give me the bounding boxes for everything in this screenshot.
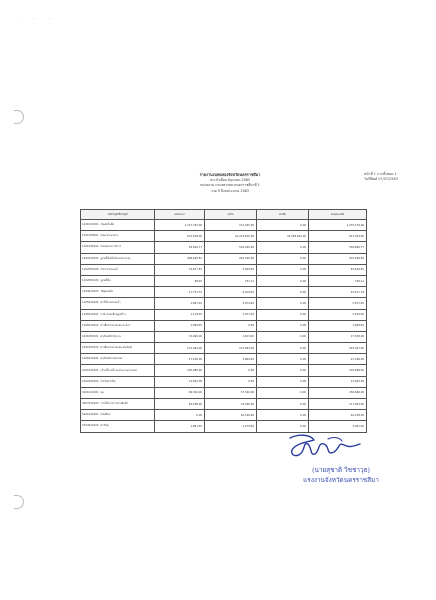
balance-cell: 799.11 xyxy=(309,275,367,286)
opening-cell: 68.00 xyxy=(155,275,205,286)
col-balance: ยอดคงเหลือ xyxy=(309,210,367,220)
balance-cell: 156,666.00 xyxy=(309,387,367,398)
account-name: เงินเดือน xyxy=(100,413,111,417)
account-cell xyxy=(81,275,155,286)
credit-cell: 0.00 xyxy=(257,287,309,298)
credit-cell: 0.00 xyxy=(257,387,309,398)
debit-cell: 0.00 xyxy=(205,376,257,387)
opening-cell: 17,438.00 xyxy=(155,354,205,365)
debit-cell: 0.00 xyxy=(205,365,257,376)
account-name: ทุน xyxy=(100,390,104,394)
debit-cell: 3,960.00 xyxy=(205,354,257,365)
table-row xyxy=(81,354,367,365)
col-debit: เดบิต xyxy=(205,210,257,220)
opening-cell: 99,326.00 xyxy=(155,387,205,398)
account-cell xyxy=(81,309,155,320)
balance-cell: 2,819.00 xyxy=(309,309,367,320)
table-row xyxy=(81,387,367,398)
opening-cell: 15,496.00 xyxy=(155,331,205,342)
account-cell xyxy=(81,410,155,421)
account-code: 1201050101 xyxy=(82,334,99,338)
credit-cell: 0.00 xyxy=(257,253,309,264)
account-name: ค่าวัสดุ xyxy=(100,424,109,428)
opening-cell: 79,677.81 xyxy=(155,264,205,275)
account-name: ลูกหนี้เงินยืมในงบประมาณ xyxy=(100,256,131,260)
credit-cell: 0.00 xyxy=(257,399,309,410)
table-body xyxy=(81,220,367,433)
account-name: อาคารและสิ่งปลูกสร้าง xyxy=(100,312,127,316)
account-code: 5104010104 xyxy=(82,424,99,428)
credit-cell: 41,558,904.00 xyxy=(257,231,309,242)
table-row xyxy=(81,275,367,286)
account-name: รายได้จากการขายสินค้า xyxy=(100,402,129,406)
credit-cell: 0.00 xyxy=(257,421,309,432)
debit-cell: 731.11 xyxy=(205,275,257,286)
opening-cell: 1,891.00 xyxy=(155,421,205,432)
debit-cell: 1,813.00 xyxy=(205,331,257,342)
account-code: 1106010101 xyxy=(82,312,99,316)
account-cell xyxy=(81,320,155,331)
account-name: เจ้าหนี้การค้า-หน่วยงานภายนอก xyxy=(100,368,137,372)
debit-cell: 0.00 xyxy=(205,320,257,331)
debit-cell: 530,020.00 xyxy=(205,242,257,253)
balance-cell: 17,309.00 xyxy=(309,331,367,342)
print-date: วันที่พิมพ์ 07/07/2563 xyxy=(364,177,398,182)
debit-cell: 3,949.00 xyxy=(205,264,257,275)
account-name: ลูกหนี้อื่น xyxy=(100,279,111,283)
balance-cell: 1,279,159.00 xyxy=(309,220,367,231)
account-name: วัสดุคงคลัง xyxy=(100,290,113,294)
table-row xyxy=(81,331,367,342)
debit-cell: 151,395.00 xyxy=(205,220,257,231)
account-code: 1101010101 xyxy=(82,223,99,227)
account-code: 3101010101 xyxy=(82,390,99,394)
account-cell xyxy=(81,287,155,298)
credit-cell: 0.00 xyxy=(257,298,309,309)
account-cell xyxy=(81,343,155,354)
account-cell xyxy=(81,331,155,342)
credit-cell: 0.00 xyxy=(257,309,309,320)
account-name: ค่าเสื่อมราคาสะสม-ครุภัณฑ์ xyxy=(100,346,133,350)
credit-cell: 0.00 xyxy=(257,365,309,376)
page-number: หน้าที่ 1 จากทั้งหมด 1 xyxy=(364,172,397,176)
opening-cell: 28,840.77 xyxy=(155,242,205,253)
account-cell xyxy=(81,242,155,253)
balance-cell: 64,538.00 xyxy=(309,410,367,421)
table-row xyxy=(81,399,367,410)
account-cell xyxy=(81,387,155,398)
opening-cell: 1,897.00 xyxy=(155,298,205,309)
account-name: เงินฝากธนาคาร xyxy=(100,234,119,238)
opening-cell: 0.00 xyxy=(155,410,205,421)
table-row xyxy=(81,343,367,354)
opening-cell: 83,298.00 xyxy=(155,399,205,410)
account-cell xyxy=(81,264,155,275)
balance-cell: 117,844.00 xyxy=(309,399,367,410)
account-name: เงินจ่ายล่วงหน้า xyxy=(100,267,119,271)
report-fiscal: งวด 9 ปีงบประมาณ 2563 xyxy=(211,188,249,193)
col-credit: เครดิต xyxy=(257,210,309,220)
account-name: ค่าเสื่อมราคาสะสม-อาคาร xyxy=(100,323,131,327)
table-row xyxy=(81,220,367,231)
col-opening: ยอดยกมา xyxy=(155,210,205,220)
balance-cell: 255,047.00 xyxy=(309,343,367,354)
account-name: เงินรับฝากอื่น xyxy=(100,379,116,383)
balance-cell: 637,464.00 xyxy=(309,231,367,242)
debit-cell: 2,470.00 xyxy=(205,421,257,432)
table-row xyxy=(81,376,367,387)
opening-cell: 14,002.00 xyxy=(155,376,205,387)
debit-cell: 64,538.00 xyxy=(205,410,257,421)
credit-cell: 0.00 xyxy=(257,376,309,387)
table-header-row xyxy=(81,210,367,220)
balance-cell: 5,871.00 xyxy=(309,298,367,309)
account-code: 1102010102 xyxy=(82,256,99,260)
debit-cell: 123,983.00 xyxy=(205,343,257,354)
account-code: 1101030102 xyxy=(82,245,99,249)
account-cell xyxy=(81,365,155,376)
signer-name: (นายสุชาติ วิชชาวุธ) xyxy=(311,466,371,474)
account-code: 1102050106 xyxy=(82,267,99,271)
table-row xyxy=(81,309,367,320)
account-code: 1102050124 xyxy=(82,279,99,283)
account-cell xyxy=(81,399,155,410)
account-name: เงินทดรองราชการ xyxy=(100,245,122,249)
debit-cell: 57,340.00 xyxy=(205,387,257,398)
account-cell xyxy=(81,253,155,264)
account-code: 1106010102 xyxy=(82,323,99,327)
signature-block xyxy=(286,465,396,485)
account-cell xyxy=(81,354,155,365)
balance-cell: 24,671.33 xyxy=(309,287,367,298)
balance-cell: 105,488.00 xyxy=(309,365,367,376)
account-code: 5101010101 xyxy=(82,413,99,417)
account-code: 4307010103 xyxy=(82,402,99,406)
opening-cell: 1,118.00 xyxy=(155,309,205,320)
account-code: 2102040102 xyxy=(82,379,99,383)
opening-cell: 131,064.00 xyxy=(155,343,205,354)
credit-cell: 0.00 xyxy=(257,242,309,253)
scan-specks: · · · xyxy=(18,16,56,22)
report-title: รายงานงบทดลองจังหวัดนครราชสีมา xyxy=(199,172,261,177)
account-cell xyxy=(81,298,155,309)
table-row xyxy=(81,253,367,264)
credit-cell: 0.00 xyxy=(257,331,309,342)
credit-cell: 0.00 xyxy=(257,275,309,286)
balance-cell: 14,002.00 xyxy=(309,376,367,387)
debit-cell: 41,223,810.00 xyxy=(205,231,257,242)
punch-hole-top xyxy=(14,110,24,124)
table-row xyxy=(81,242,367,253)
trial-balance-table xyxy=(80,209,367,433)
account-code: 2101010101 xyxy=(82,368,99,372)
opening-cell: 408,628.81 xyxy=(155,253,205,264)
credit-cell: 0.00 xyxy=(257,264,309,275)
debit-cell: 6,918.00 xyxy=(205,287,257,298)
account-cell xyxy=(81,220,155,231)
account-cell xyxy=(81,376,155,387)
balance-cell: 670,628.81 xyxy=(309,253,367,264)
credit-cell: 0.00 xyxy=(257,410,309,421)
account-code: 1201050102 xyxy=(82,346,99,350)
account-cell xyxy=(81,231,155,242)
signature-mark xyxy=(284,430,364,464)
credit-cell: 0.00 xyxy=(257,343,309,354)
table-row xyxy=(81,287,367,298)
balance-cell: 1,999.00 xyxy=(309,320,367,331)
account-code: 1105010105 xyxy=(82,301,99,305)
signer-title: แรงงานจังหวัดนครราชสีมา xyxy=(303,476,379,484)
table-row xyxy=(81,298,367,309)
balance-cell: 83,626.81 xyxy=(309,264,367,275)
account-name: เงินสดในมือ xyxy=(100,223,115,227)
report-meta xyxy=(364,172,398,182)
opening-cell: 972,558.00 xyxy=(155,231,205,242)
account-code: 1206010101 xyxy=(82,357,99,361)
credit-cell: 0.00 xyxy=(257,220,309,231)
account-code: 1101020501 xyxy=(82,234,99,238)
debit-cell: 1,701.00 xyxy=(205,309,257,320)
opening-cell: 17,753.33 xyxy=(155,287,205,298)
report-unit: หน่วยงาน แขวงทางหลวงนครราชสีมาที่ 1 xyxy=(200,183,260,188)
balance-cell: 558,860.77 xyxy=(309,242,367,253)
table-row xyxy=(81,410,367,421)
balance-cell: 4,361.00 xyxy=(309,421,367,432)
account-name: ครุภัณฑ์สำนักงาน xyxy=(100,334,121,338)
account-code: 1104010103 xyxy=(82,290,99,294)
table-row xyxy=(81,365,367,376)
debit-cell: 34,546.00 xyxy=(205,399,257,410)
table-row xyxy=(81,320,367,331)
account-name: ค่าใช้จ่ายล่วงหน้า xyxy=(100,301,121,305)
credit-cell: 0.00 xyxy=(257,354,309,365)
debit-cell: 3,974.00 xyxy=(205,298,257,309)
account-cell xyxy=(81,421,155,432)
balance-cell: 21,398.00 xyxy=(309,354,367,365)
credit-cell: 0.00 xyxy=(257,320,309,331)
debit-cell: 262,000.00 xyxy=(205,253,257,264)
report-period: ประจำเดือน มิถุนายน 2563 xyxy=(210,177,250,182)
table-row xyxy=(81,231,367,242)
report-header xyxy=(130,172,330,194)
opening-cell: 1,127,764.00 xyxy=(155,220,205,231)
account-name: ครุภัณฑ์ยานพาหนะ xyxy=(100,357,123,361)
opening-cell: 105,488.00 xyxy=(155,365,205,376)
punch-hole-bottom xyxy=(14,495,24,509)
table-row xyxy=(81,264,367,275)
opening-cell: 1,999.00 xyxy=(155,320,205,331)
col-account: รหัสบัญชี/ชื่อบัญชี xyxy=(81,210,155,220)
